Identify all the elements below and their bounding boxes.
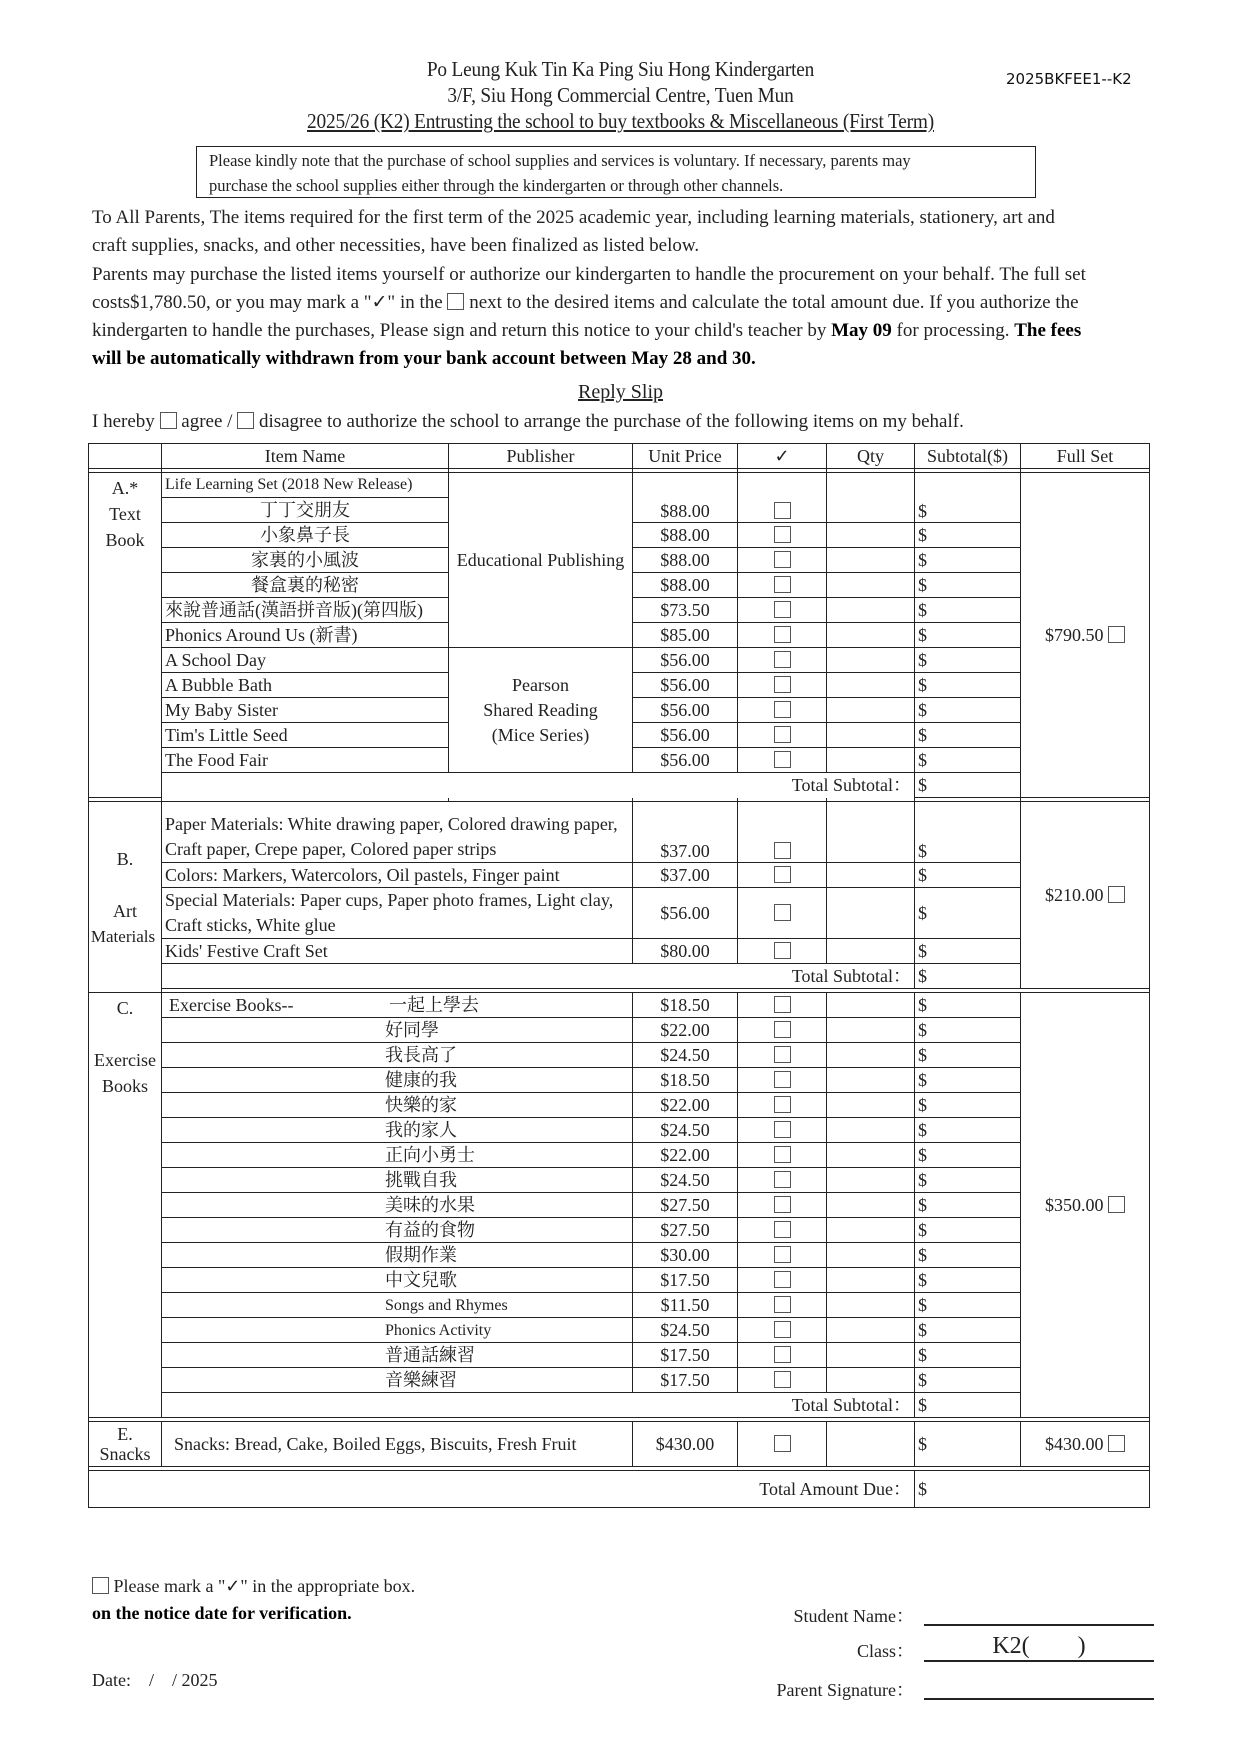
- item-checkbox[interactable]: [774, 551, 791, 568]
- full-set-checkbox[interactable]: [1108, 1196, 1125, 1213]
- section-b-full-set: $210.00: [1021, 802, 1150, 989]
- table-row: 小象鼻子長 $88.00 $: [89, 523, 1150, 548]
- full-set-checkbox[interactable]: [1108, 1435, 1125, 1452]
- subtotal-field[interactable]: $: [915, 1243, 1021, 1268]
- qty-field[interactable]: [827, 723, 915, 748]
- qty-field[interactable]: [827, 473, 915, 523]
- section-a-subtotal-field[interactable]: $: [915, 773, 1021, 798]
- item-checkbox[interactable]: [774, 1221, 791, 1238]
- subtotal-field[interactable]: $: [915, 548, 1021, 573]
- table-row: A Bubble Bath $56.00 $: [89, 673, 1150, 698]
- table-row: My Baby Sister $56.00 $: [89, 698, 1150, 723]
- qty-field[interactable]: [827, 1043, 915, 1068]
- header-check: ✓: [738, 444, 827, 469]
- subtotal-field[interactable]: $: [915, 723, 1021, 748]
- full-set-checkbox[interactable]: [1108, 886, 1125, 903]
- table-row: Tim's Little Seed $56.00 $: [89, 723, 1150, 748]
- subtotal-field[interactable]: $: [915, 1018, 1021, 1043]
- item-checkbox[interactable]: [774, 1096, 791, 1113]
- publisher-pearson: Pearson Shared Reading (Mice Series): [449, 648, 633, 773]
- intro-p2-line1: Parents may purchase the listed items yourself or authorize our kindergarten to handle the procurement on your behalf. The full set: [92, 264, 1086, 285]
- total-amount-label: Total Amount Due：: [89, 1471, 915, 1508]
- section-b-subtotal-row: [89, 964, 1150, 989]
- subtotal-field[interactable]: $: [915, 748, 1021, 773]
- item-checkbox[interactable]: [774, 1246, 791, 1263]
- class-label: Class：: [856, 1641, 914, 1661]
- item-checkbox[interactable]: [774, 651, 791, 668]
- example-checkbox: [447, 293, 464, 310]
- qty-field[interactable]: [827, 863, 915, 888]
- life-learning-set-title: Life Learning Set (2018 New Release): [162, 473, 449, 498]
- qty-field[interactable]: [827, 1093, 915, 1118]
- item-checkbox[interactable]: [774, 701, 791, 718]
- intro-paragraph-2: [92, 261, 1152, 373]
- notice-line-2: purchase the school supplies either through the kindergarten or through other channels.: [209, 176, 784, 195]
- table-row: 假期作業 $30.00 $: [89, 1243, 1150, 1268]
- qty-field[interactable]: [827, 673, 915, 698]
- subtotal-field[interactable]: $: [915, 888, 1021, 939]
- subtotal-field[interactable]: $: [915, 1343, 1021, 1368]
- qty-field[interactable]: [827, 888, 915, 939]
- table-row: A School Day Pearson Shared Reading (Mice Series) $56.00 $: [89, 648, 1150, 673]
- qty-field[interactable]: [827, 698, 915, 723]
- qty-field[interactable]: [827, 1068, 915, 1093]
- purchase-table: [88, 443, 1150, 1508]
- table-row: 我長高了 $24.50 $: [89, 1043, 1150, 1068]
- qty-field[interactable]: [827, 1018, 915, 1043]
- intro-p1-line2: craft supplies, snacks, and other necessities, have been finalized as listed below.: [92, 235, 700, 256]
- intro-p2-line3: kindergarten to handle the purchases, Please sign and return this notice to your child's teacher by May 09 for processing. The fees: [92, 320, 1082, 341]
- item-checkbox[interactable]: [774, 904, 791, 921]
- item-checkbox[interactable]: [774, 1271, 791, 1288]
- subtotal-field[interactable]: $: [915, 698, 1021, 723]
- qty-field[interactable]: [827, 1143, 915, 1168]
- qty-field[interactable]: [827, 548, 915, 573]
- subtotal-field[interactable]: $: [915, 802, 1021, 863]
- table-row: 有益的食物 $27.50 $: [89, 1218, 1150, 1243]
- notice-line-1: Please kindly note that the purchase of school supplies and services is voluntary. If necessary, parents may: [209, 151, 911, 170]
- section-c-subtotal-row: [89, 1393, 1150, 1418]
- item-checkbox[interactable]: [774, 576, 791, 593]
- qty-field[interactable]: [827, 939, 915, 964]
- subtotal-field[interactable]: $: [915, 1422, 1021, 1467]
- qty-field[interactable]: [827, 1268, 915, 1293]
- mark-note: Please mark a "✓" in the appropriate box.: [92, 1576, 415, 1597]
- subtotal-field[interactable]: $: [915, 623, 1021, 648]
- subtotal-field[interactable]: $: [915, 648, 1021, 673]
- qty-field[interactable]: [827, 523, 915, 548]
- table-row: The Food Fair $56.00 $: [89, 748, 1150, 773]
- qty-field[interactable]: [827, 1193, 915, 1218]
- item-checkbox[interactable]: [774, 996, 791, 1013]
- subtotal-field[interactable]: $: [915, 1368, 1021, 1393]
- section-c-full-set: $350.00: [1021, 993, 1150, 1418]
- section-e-label: E. Snacks: [89, 1422, 162, 1467]
- item-checkbox[interactable]: [774, 1296, 791, 1313]
- qty-field[interactable]: [827, 1422, 915, 1467]
- table-row: Phonics Activity $24.50 $: [89, 1318, 1150, 1343]
- header-full-set: Full Set: [1021, 444, 1150, 469]
- item-checkbox[interactable]: [774, 1171, 791, 1188]
- item-checkbox[interactable]: [774, 726, 791, 743]
- table-row: 普通話練習 $17.50 $: [89, 1343, 1150, 1368]
- header-item-name: Item Name: [162, 444, 449, 469]
- table-row: 餐盒裏的秘密 $88.00 $: [89, 573, 1150, 598]
- intro-p1-line1: To All Parents, The items required for the first term of the 2025 academic year, including learning materials, stationery, art and: [92, 207, 1055, 228]
- item-checkbox[interactable]: [774, 1371, 791, 1388]
- authorization-line: I hereby agree / disagree to authorize the school to arrange the purchase of the following items on my behalf.: [92, 411, 964, 432]
- table-header-row: [89, 444, 1150, 469]
- header-publisher: Publisher: [449, 444, 633, 469]
- school-address: 3/F, Siu Hong Commercial Centre, Tuen Mun: [447, 83, 794, 107]
- section-e-full-set: $430.00: [1021, 1422, 1150, 1467]
- qty-field[interactable]: [827, 1118, 915, 1143]
- header-subtotal: Subtotal($): [915, 444, 1021, 469]
- table-row: Special Materials: Paper cups, Paper photo frames, Light clay, Craft sticks, White glue $56.00 $: [89, 888, 1150, 939]
- subtotal-field[interactable]: $: [915, 863, 1021, 888]
- item-checkbox[interactable]: [774, 942, 791, 959]
- table-row: 美味的水果 $27.50 $: [89, 1193, 1150, 1218]
- school-name: Po Leung Kuk Tin Ka Ping Siu Hong Kindergarten: [426, 57, 815, 81]
- document-title: 2025/26 (K2) Entrusting the school to buy textbooks & Miscellaneous (First Term): [307, 109, 934, 133]
- total-amount-field[interactable]: $: [915, 1471, 1150, 1508]
- item-checkbox[interactable]: [774, 1146, 791, 1163]
- subtotal-field[interactable]: $: [915, 523, 1021, 548]
- item-checkbox[interactable]: [774, 1071, 791, 1088]
- snacks-item: Snacks: Bread, Cake, Boiled Eggs, Biscuits, Fresh Fruit: [162, 1422, 633, 1467]
- class-field[interactable]: K2( ): [924, 1632, 1154, 1662]
- item-checkbox[interactable]: [774, 1046, 791, 1063]
- disagree-checkbox[interactable]: [237, 412, 254, 429]
- total-row: [89, 1471, 1150, 1508]
- item-checkbox[interactable]: [774, 1121, 791, 1138]
- section-c-subtotal-field[interactable]: $: [915, 1393, 1021, 1418]
- item-checkbox[interactable]: [774, 626, 791, 643]
- subtotal-label: Total Subtotal：: [162, 773, 915, 798]
- table-row: 丁丁交朋友: [89, 498, 1150, 523]
- header-qty: Qty: [827, 444, 915, 469]
- verify-note: on the notice date for verification.: [92, 1603, 352, 1623]
- subtotal-field[interactable]: $: [915, 598, 1021, 623]
- qty-field[interactable]: [827, 598, 915, 623]
- qty-field[interactable]: [827, 993, 915, 1018]
- subtotal-field[interactable]: $: [915, 1218, 1021, 1243]
- item-checkbox[interactable]: [774, 1021, 791, 1038]
- subtotal-field[interactable]: $: [915, 939, 1021, 964]
- item-checkbox[interactable]: [774, 751, 791, 768]
- item-checkbox[interactable]: [774, 1321, 791, 1338]
- parent-signature-label: Parent Signature：: [776, 1680, 914, 1700]
- student-name-label: Student Name：: [793, 1606, 914, 1626]
- qty-field[interactable]: [827, 1218, 915, 1243]
- table-row: 來說普通話(漢語拼音版)(第四版) $73.50 $: [89, 598, 1150, 623]
- subtotal-field[interactable]: $: [915, 1043, 1021, 1068]
- item-checkbox[interactable]: [774, 502, 791, 519]
- subtotal-label: Total Subtotal：: [162, 964, 915, 989]
- subtotal-label: Total Subtotal：: [162, 1393, 915, 1418]
- qty-field[interactable]: [827, 573, 915, 598]
- qty-field[interactable]: [827, 1368, 915, 1393]
- subtotal-field[interactable]: $: [915, 1293, 1021, 1318]
- voluntary-notice-box: [196, 146, 1036, 198]
- item-checkbox[interactable]: [774, 866, 791, 883]
- item-checkbox[interactable]: [774, 1435, 791, 1452]
- agree-checkbox[interactable]: [160, 412, 177, 429]
- item-checkbox[interactable]: [774, 526, 791, 543]
- subtotal-field[interactable]: $: [915, 1118, 1021, 1143]
- item-checkbox[interactable]: [774, 842, 791, 859]
- table-row: 挑戰自我 $24.50 $: [89, 1168, 1150, 1193]
- section-a-title-row: A.* Text Book Life Learning Set (2018 New Release) Educational Publishing $88.00 $ $790.50: [89, 473, 1150, 498]
- item-checkbox[interactable]: [774, 601, 791, 618]
- qty-field[interactable]: [827, 1243, 915, 1268]
- table-row: Phonics Around Us (新書) $85.00 $: [89, 623, 1150, 648]
- subtotal-field[interactable]: $: [915, 993, 1021, 1018]
- table-row: 家裏的小風波 $88.00 $: [89, 548, 1150, 573]
- item-checkbox[interactable]: [774, 676, 791, 693]
- header-unit-price: Unit Price: [633, 444, 738, 469]
- section-a-label: A.* Text Book: [89, 473, 162, 798]
- qty-field[interactable]: [827, 802, 915, 863]
- section-a-full-set: $790.50: [1021, 473, 1150, 798]
- parent-signature-field[interactable]: [924, 1698, 1154, 1700]
- qty-field[interactable]: [827, 1293, 915, 1318]
- subtotal-field[interactable]: $: [915, 1168, 1021, 1193]
- subtotal-field[interactable]: $: [915, 473, 1021, 523]
- table-row: Songs and Rhymes $11.50 $: [89, 1293, 1150, 1318]
- qty-field[interactable]: [827, 748, 915, 773]
- table-row: 我的家人 $24.50 $: [89, 1118, 1150, 1143]
- publisher-educational: Educational Publishing: [449, 473, 633, 648]
- section-a-subtotal-row: [89, 773, 1150, 798]
- qty-field[interactable]: [827, 648, 915, 673]
- item-checkbox[interactable]: [774, 1346, 791, 1363]
- subtotal-field[interactable]: $: [915, 1193, 1021, 1218]
- table-row: 健康的我 $18.50 $: [89, 1068, 1150, 1093]
- student-name-field[interactable]: [924, 1624, 1154, 1626]
- table-row: 快樂的家 $22.00 $: [89, 1093, 1150, 1118]
- qty-field[interactable]: [827, 1343, 915, 1368]
- full-set-checkbox[interactable]: [1108, 626, 1125, 643]
- section-e-row: E. Snacks Snacks: Bread, Cake, Boiled Eggs, Biscuits, Fresh Fruit $430.00 $ $430.00: [89, 1422, 1150, 1467]
- qty-field[interactable]: [827, 623, 915, 648]
- intro-p2-line4: will be automatically withdrawn from your bank account between May 28 and 30.: [92, 348, 756, 369]
- exercise-books-prefix: Exercise Books--: [169, 995, 294, 1015]
- qty-field[interactable]: [827, 1318, 915, 1343]
- intro-paragraph-1: [92, 204, 1152, 260]
- item-checkbox[interactable]: [774, 1196, 791, 1213]
- table-row: 好同學 $22.00 $: [89, 1018, 1150, 1043]
- subtotal-field[interactable]: $: [915, 1143, 1021, 1168]
- table-row: Colors: Markers, Watercolors, Oil pastels, Finger paint $37.00 $: [89, 863, 1150, 888]
- deadline: May 09: [831, 320, 892, 341]
- intro-p2-line2: costs$1,780.50, or you may mark a "✓" in the next to the desired items and calculate the total amount due. If you authorize the: [92, 292, 1079, 313]
- subtotal-field[interactable]: $: [915, 1268, 1021, 1293]
- subtotal-field[interactable]: $: [915, 1068, 1021, 1093]
- table-row: 中文兒歌 $17.50 $: [89, 1268, 1150, 1293]
- subtotal-field[interactable]: $: [915, 1093, 1021, 1118]
- document-code: 2025BKFEE1--K2: [1006, 70, 1132, 88]
- reply-slip-title: Reply Slip: [577, 381, 663, 403]
- table-row: 音樂練習 $17.50 $: [89, 1368, 1150, 1393]
- table-row: Kids' Festive Craft Set $80.00 $: [89, 939, 1150, 964]
- date-field[interactable]: Date: / / 2025: [92, 1670, 218, 1690]
- section-b-label: B. Art Materials: [89, 802, 162, 993]
- table-row: B. Art Materials Paper Materials: White drawing paper, Colored drawing paper, Craft paper, Crepe paper, Colored paper strips $37.00 $ $210.00: [89, 802, 1150, 863]
- subtotal-field[interactable]: $: [915, 573, 1021, 598]
- table-row: 正向小勇士 $22.00 $: [89, 1143, 1150, 1168]
- section-b-subtotal-field[interactable]: $: [915, 964, 1021, 989]
- qty-field[interactable]: [827, 1168, 915, 1193]
- subtotal-field[interactable]: $: [915, 1318, 1021, 1343]
- note-checkbox-icon: [92, 1577, 109, 1594]
- subtotal-field[interactable]: $: [915, 673, 1021, 698]
- table-row: C. Exercise Books Exercise Books-- 一起上學去 $18.50 $ $350.00: [89, 993, 1150, 1018]
- section-c-label: C. Exercise Books: [89, 993, 162, 1418]
